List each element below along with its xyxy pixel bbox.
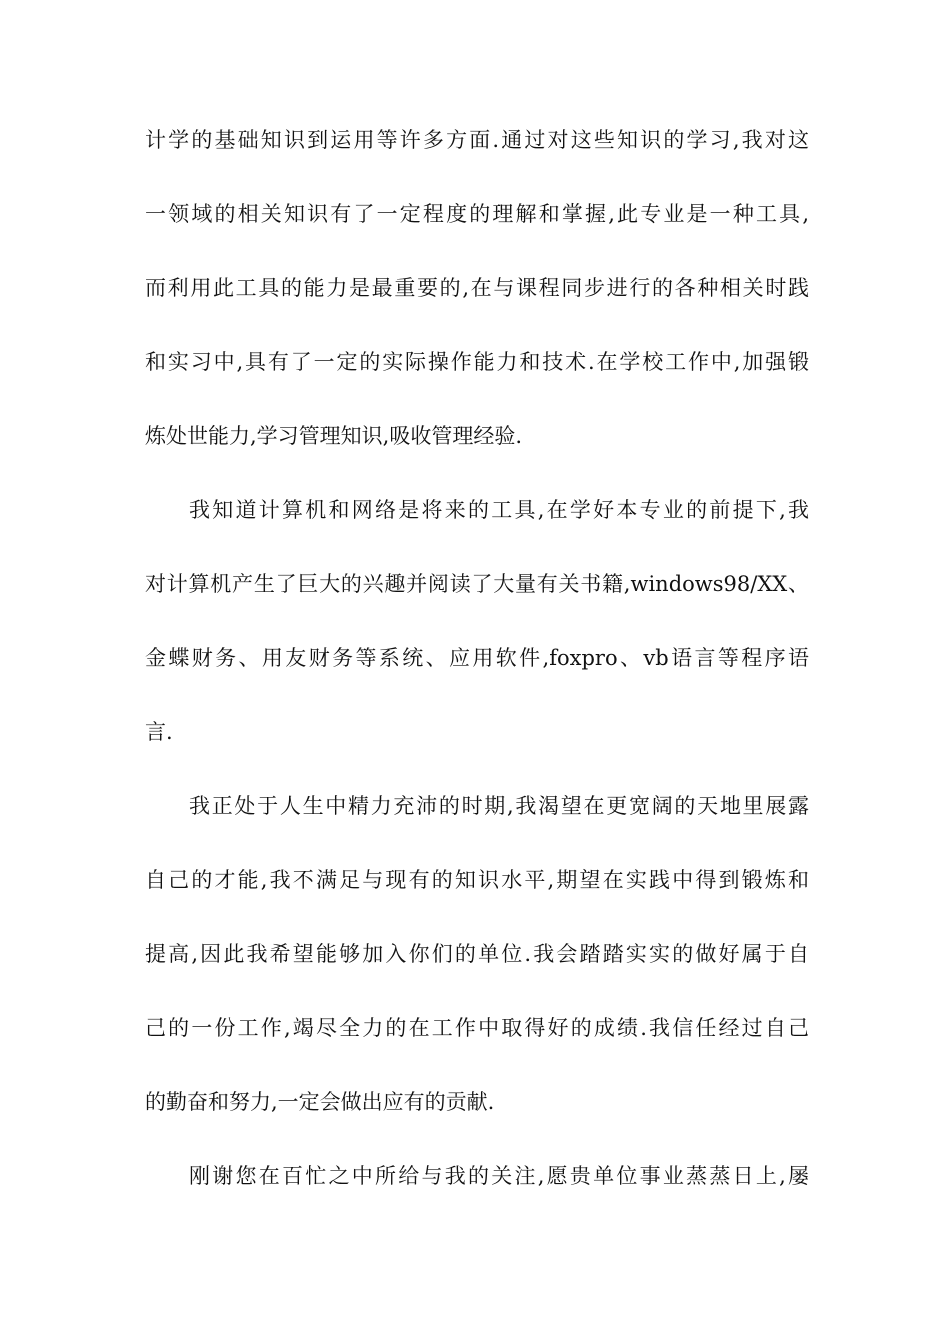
text-line: 炼处世能力,学习管理知识,吸收管理经验. — [145, 424, 523, 448]
text-line: 的勤奋和努力,一定会做出应有的贡献. — [145, 1090, 495, 1114]
text-line: 和实习中,具有了一定的实际操作能力和技术.在学校工作中,加强锻 — [145, 350, 809, 374]
text-line: 言. — [145, 720, 173, 744]
text-line: 对计算机产生了巨大的兴趣并阅读了大量有关书籍,windows98/XX、 — [145, 572, 809, 596]
text-line: 我正处于人生中精力充沛的时期,我渴望在更宽阔的天地里展露 — [189, 794, 809, 818]
text-line: 刚谢您在百忙之中所给与我的关注,愿贵单位事业蒸蒸日上,屡 — [189, 1164, 809, 1188]
text-line: 金蝶财务、用友财务等系统、应用软件,foxpro、vb语言等程序语 — [145, 646, 809, 670]
text-line: 自己的才能,我不满足与现有的知识水平,期望在实践中得到锻炼和 — [145, 868, 809, 892]
text-line: 一领域的相关知识有了一定程度的理解和掌握,此专业是一种工具, — [145, 202, 809, 226]
text-line: 计学的基础知识到运用等许多方面.通过对这些知识的学习,我对这 — [145, 128, 809, 152]
text-line: 提高,因此我希望能够加入你们的单位.我会踏踏实实的做好属于自 — [145, 942, 809, 966]
text-line: 而利用此工具的能力是最重要的,在与课程同步进行的各种相关时践 — [145, 276, 809, 300]
text-line: 我知道计算机和网络是将来的工具,在学好本专业的前提下,我 — [189, 498, 809, 522]
body-text — [145, 130, 809, 1240]
text-line: 己的一份工作,竭尽全力的在工作中取得好的成绩.我信任经过自己 — [145, 1016, 809, 1040]
